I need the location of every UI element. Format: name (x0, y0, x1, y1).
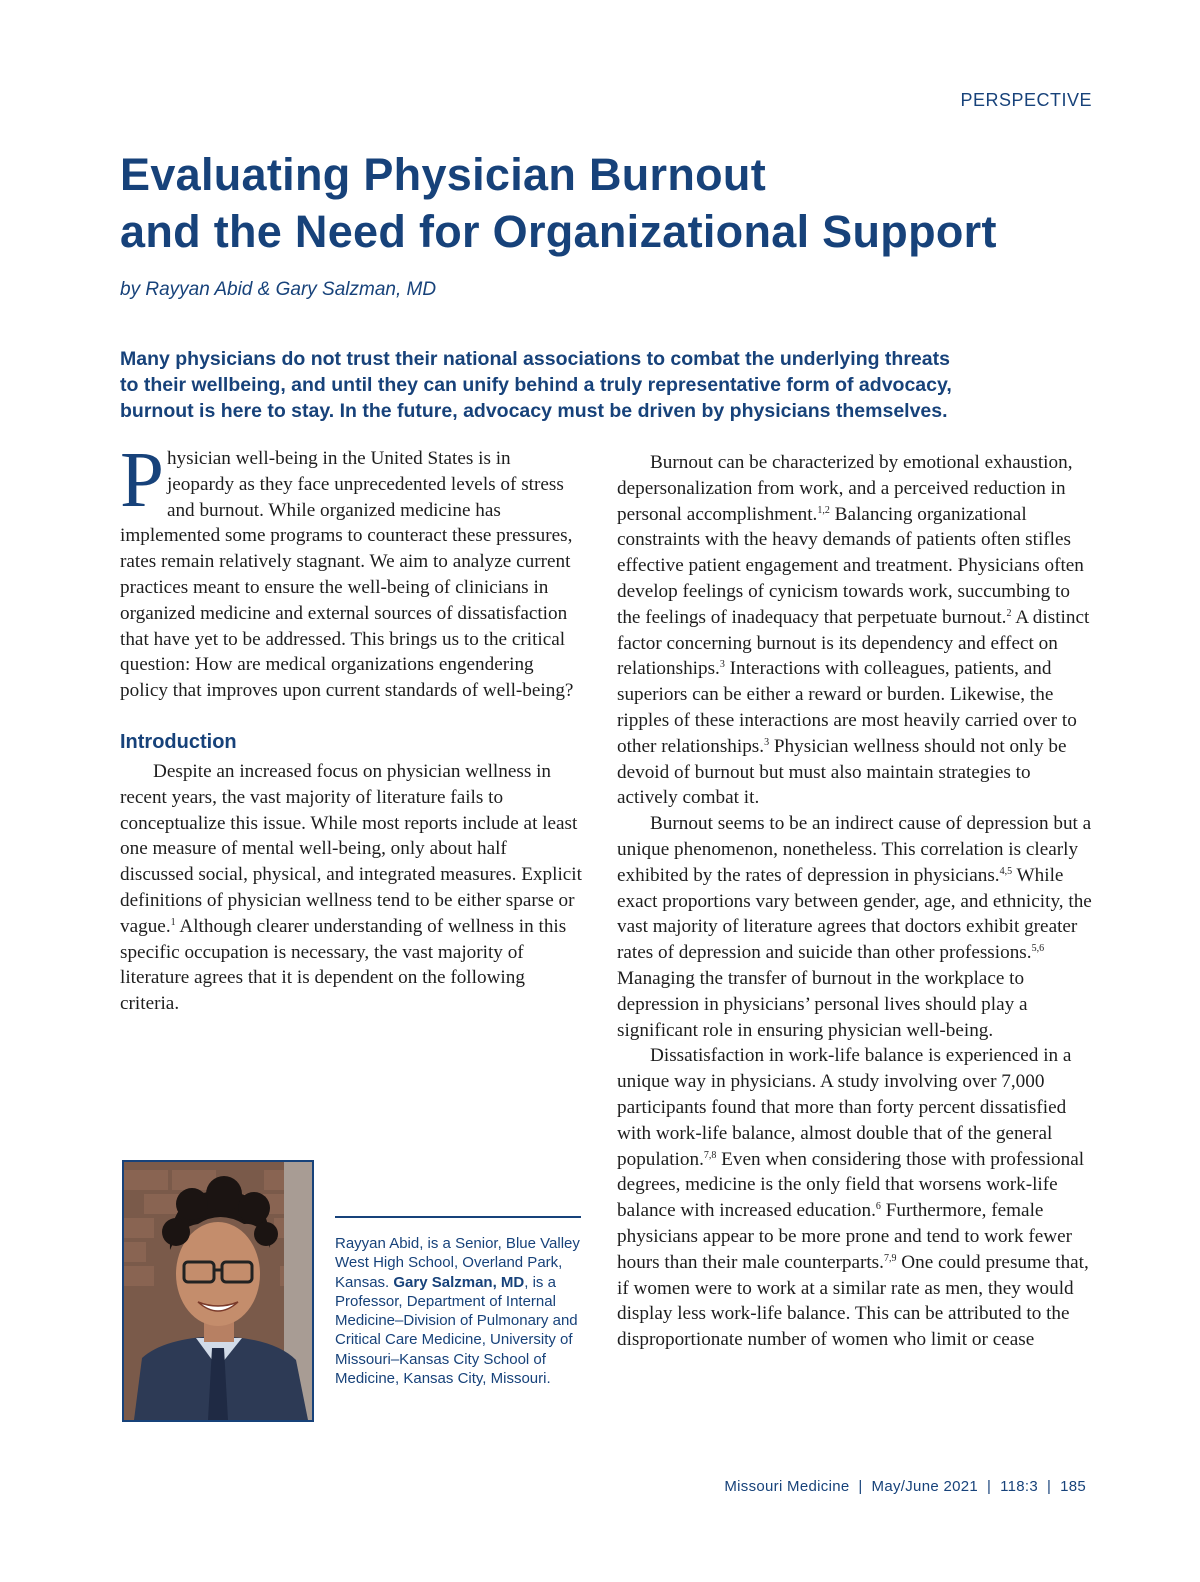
author-bio (335, 1234, 585, 1388)
work-life-paragraph (617, 1043, 1093, 1353)
drop-cap: P (120, 437, 164, 524)
body-text: While exact proportions vary between gender, age, and ethnicity, the vast majority of literature agrees that doctors exhibit greater rates of depression and suicide than other professions. (617, 864, 1092, 964)
title-line-1: Evaluating Physician Burnout (120, 149, 767, 200)
footnote-ref: 1,2 (817, 504, 830, 516)
bio-text: Rayyan Abid, is a Senior, Blue Valley West High School, Overland Park, Kansas. (335, 1235, 580, 1291)
body-text: One could presume that, if women were to work at a similar rate as men, they would display less work-life balance. This can be attributed to the disproportionate number of women who limit or cease (617, 1251, 1089, 1351)
body-text: Managing the transfer of burnout in the workplace to depression in physicians’ personal lives should play a significant role in ensuring physician well-being. (617, 967, 1028, 1041)
lead-text: hysician well-being in the United States is in jeopardy as they face unprecedented levels of stress and burnout. While organized medicine has implemented some programs to counteract these pressures, rates remain relatively stagnant. We aim to analyze current practices meant to ensure the well-being of clinicians in organized medicine and external sources of dissatisfaction that have yet to be addressed. This brings us to the critical question: How are medical organizations engendering policy that improves upon current standards of well-being? (120, 448, 574, 702)
title-line-2: and the Need for Organizational Support (120, 206, 997, 257)
intro-heading: Introduction (120, 730, 237, 753)
burnout-paragraph (617, 450, 1093, 811)
abstract-line: to their wellbeing, and until they can unify behind a truly representative form of advocacy, (120, 374, 952, 396)
author-portrait-image (124, 1162, 312, 1420)
footnote-ref: 7,9 (883, 1252, 897, 1264)
intro-paragraph (120, 759, 582, 1017)
author-photo (122, 1160, 314, 1422)
bio-text: , is a Professor, Department of Internal Medicine–Division of Pulmonary and Critical Care Medicine, University of Missouri–Kansas City School of Medicine, Kansas City, Missouri. (335, 1273, 578, 1388)
right-column (617, 450, 1093, 1353)
body-text: Even when considering those with professional degrees, medicine is the only field that worsens work-life balance with increased education. (617, 1148, 1085, 1222)
intro-text: Although clearer understanding of wellness in this specific occupation is necessary, the vast majority of literature agrees that it is dependent on the following criteria. (120, 915, 567, 1015)
intro-text: Despite an increased focus on physician wellness in recent years, the vast majority of literature fails to conceptualize this issue. While most reports include at least one measure of mental well-being, only about half discussed social, physical, and integrated measures. Explicit definitions of physician wellness tend to be either sparse or vague. (120, 760, 582, 937)
body-text: Dissatisfaction in work-life balance is experienced in a unique way in physicians. A study involving over 7,000 participants found that more than forty percent dissatisfied with work-life balance, almost double that of the general population. (617, 1045, 1072, 1170)
byline: by Rayyan Abid & Gary Salzman, MD (120, 279, 437, 300)
bio-author-name: Gary Salzman, MD (393, 1273, 525, 1291)
footnote-ref: 7,8 (703, 1149, 717, 1161)
depression-paragraph (617, 811, 1093, 1043)
footnote-ref: 6 (875, 1201, 881, 1213)
page-footer: Missouri Medicine | May/June 2021 | 118:3 | 185 (724, 1478, 1086, 1495)
body-text: Interactions with colleagues, patients, and superiors can be either a reward or burden. Likewise, the ripples of these interactions are most heavily carried over to other relationships. (617, 658, 1077, 757)
bio-divider (335, 1216, 581, 1218)
article-title (120, 146, 1100, 260)
footnote-ref: 2 (1006, 607, 1012, 619)
abstract (120, 346, 1110, 424)
abstract-line: Many physicians do not trust their national associations to combat the underlying threats (120, 348, 950, 370)
footnote-ref: 3 (719, 659, 725, 671)
left-column (120, 437, 582, 1017)
body-text: A distinct factor concerning burnout is its dependency and effect on relationships. (617, 606, 1090, 680)
body-text: Burnout can be characterized by emotional exhaustion, depersonalization from work, and a perceived reduction in personal accomplishment. (617, 452, 1073, 525)
body-text: Physician wellness should not only be devoid of burnout but must also maintain strategies to actively combat it. (617, 735, 1067, 809)
body-text: Balancing organizational constraints with the heavy demands of patients often stifles effective patient engagement and treatment. Physicians often develop feelings of cynicism towards work, succumbing to the feelings of inadequacy that perpetuate burnout. (617, 503, 1084, 628)
body-text: Furthermore, female physicians appear to be more prone and tend to work fewer hours than their male counterparts. (617, 1200, 1073, 1273)
body-text: Burnout seems to be an indirect cause of depression but a unique phenomenon, nonetheless. This correlation is clearly exhibited by the rates of depression in physicians. (617, 813, 1092, 886)
abstract-line: burnout is here to stay. In the future, advocacy must be driven by physicians themselves. (120, 400, 948, 422)
footnote-ref: 3 (764, 736, 770, 748)
lead-paragraph (120, 437, 582, 704)
section-label: PERSPECTIVE (960, 90, 1092, 110)
footnote-ref: 4,5 (999, 865, 1013, 877)
footnote-ref: 1 (170, 916, 176, 928)
footnote-ref: 5,6 (1031, 943, 1045, 955)
